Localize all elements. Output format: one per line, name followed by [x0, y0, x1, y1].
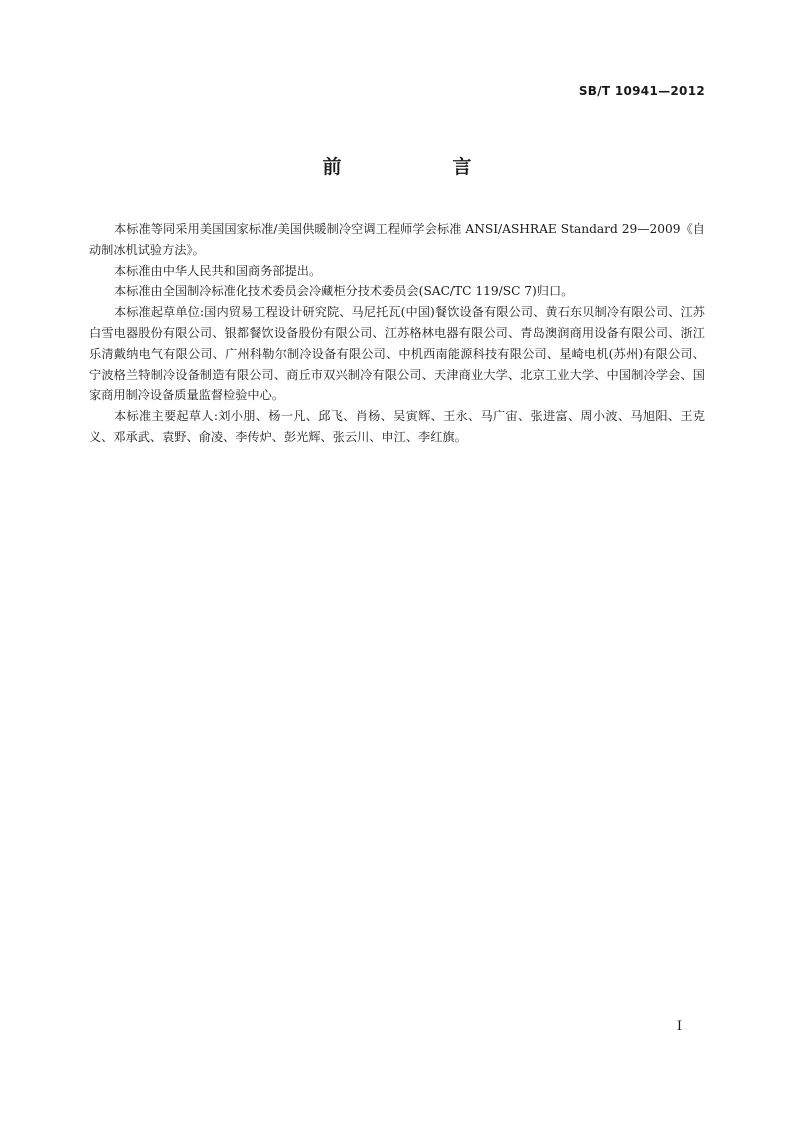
foreword-body	[89, 219, 705, 448]
page-title: 前 言	[322, 156, 518, 178]
paragraph-drafting-units: 本标准起草单位:国内贸易工程设计研究院、马尼托瓦(中国)餐饮设备有限公司、黄石东贝制冷有限公司、江苏白雪电器股份有限公司、银都餐饮设备股份有限公司、江苏格林电器有限公司、青岛澳润商用设备有限公司、浙江乐清戴纳电气有限公司、广州科勒尔制冷设备有限公司、中机西南能源科技有限公司、星崎电机(苏州)有限公司、宁波格兰特制冷设备制造有限公司、商丘市双兴制冷有限公司、天津商业大学、北京工业大学、中国制冷学会、国家商用制冷设备质量监督检验中心。	[89, 305, 705, 403]
standard-code: SB/T 10941—2012	[578, 84, 705, 98]
paragraph-administration: 本标准由全国制冷标准化技术委员会冷藏柜分技术委员会(SAC/TC 119/SC 7)归口。	[114, 284, 574, 299]
page-number: I	[676, 1019, 682, 1034]
paragraph-drafters: 本标准主要起草人:刘小朋、杨一凡、邱飞、肖杨、吴寅辉、王永、马广宙、张进富、周小波、马旭阳、王克义、邓承武、袁野、俞凌、李传炉、彭光辉、张云川、申江、李红旗。	[89, 409, 705, 444]
paragraph-proposer: 本标准由中华人民共和国商务部提出。	[114, 263, 322, 278]
paragraph-adoption: 本标准等同采用美国国家标准/美国供暖制冷空调工程师学会标准 ANSI/ASHRAE Standard 29—2009《自动制冰机试验方法》。	[89, 222, 705, 257]
